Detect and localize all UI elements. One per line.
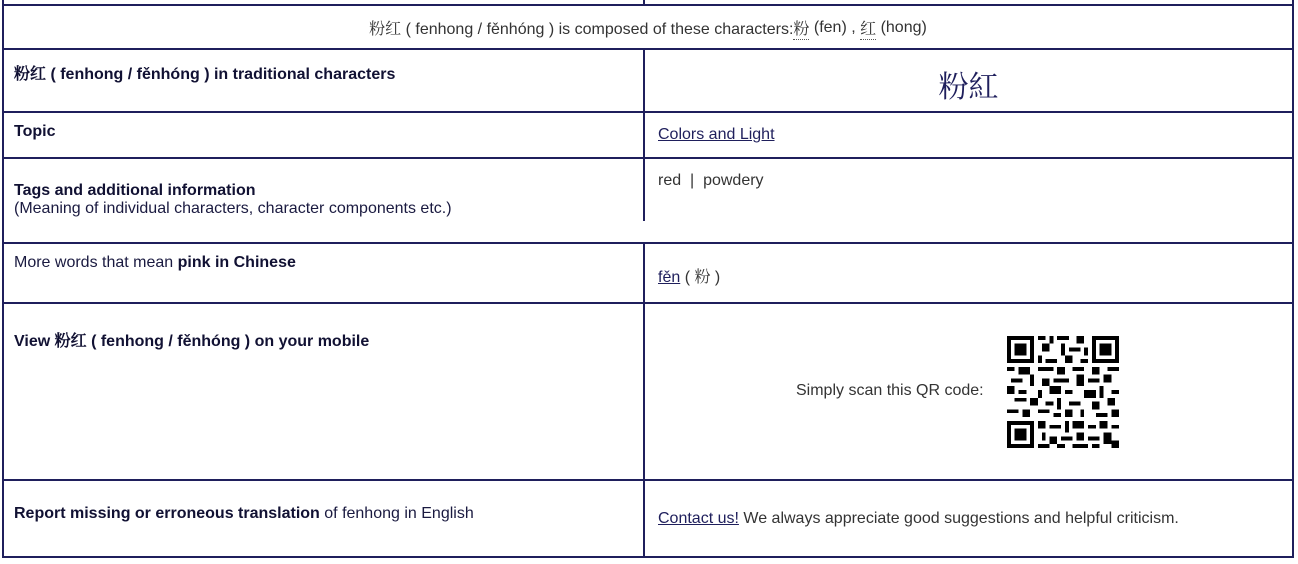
- contact-suffix: We always appreciate good suggestions and helpful criticism.: [738, 510, 1179, 527]
- contact-us-link[interactable]: Contact us!: [658, 510, 739, 527]
- report-value: [658, 510, 1179, 528]
- qr-code: [1007, 336, 1119, 448]
- more-words-value: [658, 264, 720, 287]
- tags-value: red | powdery: [658, 172, 764, 189]
- traditional-label: 粉红 ( fenhong / fěnhóng ) in traditional characters: [14, 66, 396, 83]
- row-divider: [2, 302, 1294, 304]
- report-label: Report missing or erroneous translation of fenhong in English: [14, 505, 474, 522]
- more-words-label: More words that mean pink in Chinese: [14, 254, 296, 271]
- topic-link[interactable]: Colors and Light: [658, 126, 775, 143]
- tags-sublabel: (Meaning of individual characters, character components etc.): [14, 200, 452, 217]
- tags-label: Tags and additional information: [14, 182, 256, 199]
- row-divider: [2, 157, 1294, 159]
- character-hong[interactable]: 红: [860, 16, 876, 40]
- character-fen-pinyin: (fen) ,: [809, 18, 861, 36]
- topic-label: Topic: [14, 123, 56, 140]
- traditional-characters: 粉紅: [938, 70, 999, 105]
- qr-scan-text: Simply scan this QR code:: [796, 382, 984, 399]
- composed-prefix: 粉红 ( fenhong / fěnhóng ) is composed of these characters:: [369, 21, 794, 38]
- row-divider: [2, 242, 1294, 244]
- composed-of-row: [2, 6, 1294, 49]
- word-fen-suffix: ( 粉 ): [680, 269, 721, 286]
- column-divider: [643, 242, 645, 558]
- row-divider: [2, 48, 1294, 50]
- mobile-label: View 粉红 ( fenhong / fěnhóng ) on your mobile: [14, 333, 370, 350]
- row-divider: [2, 111, 1294, 113]
- character-hong-pinyin: (hong): [876, 18, 927, 36]
- word-fen-link[interactable]: fěn: [658, 269, 681, 286]
- character-fen[interactable]: 粉: [793, 16, 809, 40]
- topic-value: [658, 126, 775, 144]
- row-divider: [2, 479, 1294, 481]
